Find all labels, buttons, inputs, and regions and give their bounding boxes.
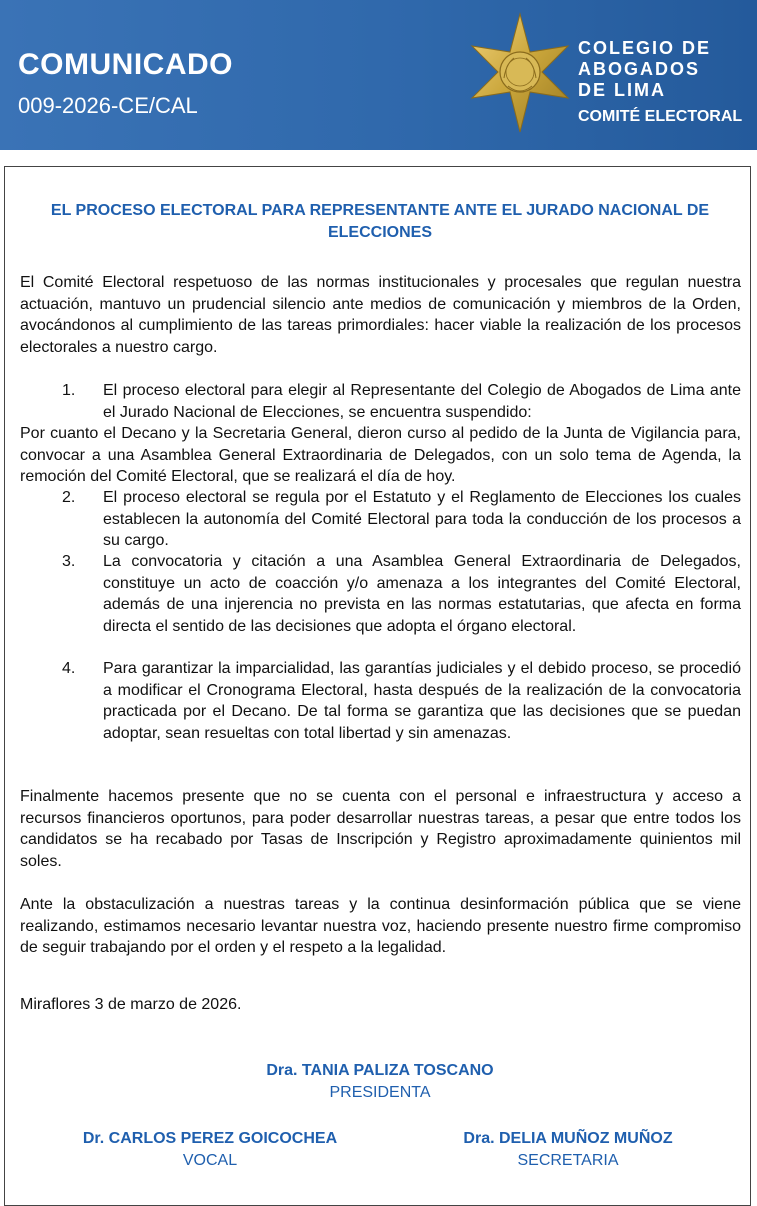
org-line-3: DE LIMA [578, 80, 666, 100]
closing-paragraph: Ante la obstaculización a nuestras tareas y la continua desinformación pública que se viene realizando, estimamos necesario levantar nuestra voz, haciendo presente nuestro firme compromiso de seguir trabajando por el orden y el respeto a la legalidad. [20, 896, 741, 956]
bar-association-star-logo [468, 12, 572, 134]
signatory-role: SECRETARIA [517, 1152, 619, 1169]
item-text: Para garantizar la imparcialidad, las garantías judiciales y el debido proceso, se procedió a modificar el Cronograma Electoral, hasta después de la realización de la convocatoria practicada por el Decano. De tal forma se garantiza que las decisiones que se puedan adoptar, sean resueltas con total libertad y sin amenazas. [103, 660, 741, 742]
committee-name: COMITÉ ELECTORAL [578, 108, 743, 125]
list-item-3 [20, 551, 741, 637]
signatory-role: PRESIDENTA [329, 1084, 431, 1101]
list-item-2 [20, 487, 741, 552]
communique-title: COMUNICADO [18, 48, 233, 81]
header-banner [0, 0, 757, 150]
signatory-name: Dra. DELIA MUÑOZ MUÑOZ [463, 1130, 673, 1147]
item-continuation: Por cuanto el Decano y la Secretaria General, dieron curso al pedido de la Junta de Vigilancia para, convocar a una Asamblea General Extraordinaria de Delegados, con un solo tema de Agenda, la remoción del Comité Electoral, que se realizará el día de hoy. [20, 425, 741, 485]
organization-name [578, 38, 711, 101]
signature-vocal [60, 1128, 360, 1172]
signatory-role: VOCAL [182, 1152, 238, 1169]
item-text: El proceso electoral se regula por el Estatuto y el Reglamento de Elecciones los cuales establecen la autonomía del Comité Electoral para toda la conducción de los procesos a su cargo. [103, 489, 741, 549]
item-number: 2. [62, 489, 76, 506]
item-number: 3. [62, 553, 76, 570]
intro-paragraph: El Comité Electoral respetuoso de las normas institucionales y procesales que regulan nuestra actuación, mantuvo un prudencial silencio ante medios de comunicación y miembros de la Orden, avocándonos al cumplimiento de las tareas primordiales: hacer viable la realización de los procesos electorales a nuestro cargo. [20, 274, 741, 356]
communique-code: 009-2026-CE/CAL [18, 93, 198, 118]
item-text: La convocatoria y citación a una Asamblea General Extraordinaria de Delegados, constituye un acto de coacción y/o amenaza a los integrantes del Comité Electoral, además de una injerencia no prevista en las normas estatutarias, que afecta en forma directa el sentido de las decisiones que adopta el órgano electoral. [103, 553, 741, 635]
list-item-1 [20, 380, 741, 488]
signatory-name: Dra. TANIA PALIZA TOSCANO [266, 1062, 494, 1079]
org-line-2: ABOGADOS [578, 59, 701, 79]
document-date: Miraflores 3 de marzo de 2026. [20, 996, 242, 1013]
org-line-1: COLEGIO DE [578, 38, 712, 58]
signature-secretary [418, 1128, 718, 1172]
list-item-4 [20, 658, 741, 744]
final-paragraph: Finalmente hacemos presente que no se cuenta con el personal e infraestructura y acceso a recursos financieros oportunos, para poder desarrollar nuestras tareas, a pesar que entre todos los candidatos se ha recabado por Tasas de Inscripción y Registro aproximadamente quinientos mil soles. [20, 788, 741, 870]
item-number: 1. [62, 382, 76, 399]
item-text: El proceso electoral para elegir al Representante del Colegio de Abogados de Lima ante el Jurado Nacional de Elecciones, se encuentra suspendido: [103, 382, 741, 421]
document-title: EL PROCESO ELECTORAL PARA REPRESENTANTE ANTE EL JURADO NACIONAL DE ELECCIONES [50, 202, 710, 241]
item-number: 4. [62, 660, 76, 677]
signature-president [230, 1060, 530, 1104]
signatory-name: Dr. CARLOS PEREZ GOICOCHEA [82, 1130, 338, 1147]
